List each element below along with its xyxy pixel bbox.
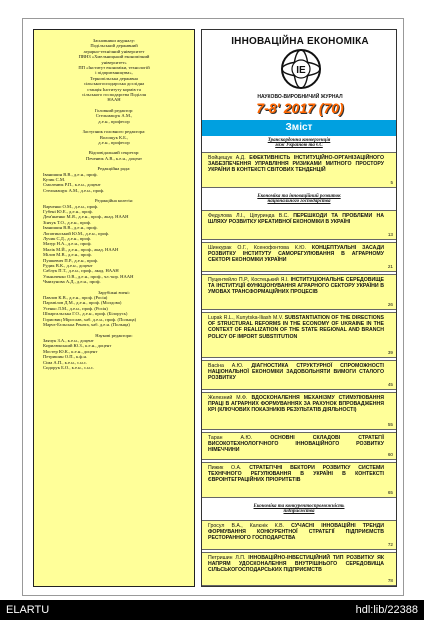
contents-entry[interactable]	[202, 392, 396, 430]
secretary	[37, 156, 191, 161]
text-line: НААН	[107, 97, 121, 103]
entry-page-number: 39	[387, 349, 393, 355]
contents-entry[interactable]	[202, 152, 396, 188]
chief-editor	[37, 113, 191, 124]
text-line: ПП «Інститут економіки, технологій	[78, 65, 150, 71]
text-line: Малік М.Й., д.е.н., проф., акад. НААН	[43, 246, 119, 252]
contents-entry[interactable]	[202, 210, 396, 240]
logo-text: IE	[296, 65, 306, 76]
section-heading-3: Економіка та конкурентоспроможність підприємства	[202, 504, 396, 514]
text-line: Мазур Н.А., д.е.н., проф.	[43, 241, 92, 247]
science-editors-list	[37, 338, 191, 370]
footer-source-label: ELARTU	[6, 604, 50, 616]
entry-title: СУЧАСНІ ІННОВАЦІЙНІ ТРЕНДИ ФОРМУВАННЯ КОНКУРЕНТНОЇ СТРАТЕГІЇ ПІДПРИЄМСТВ РЕСТОРАННОГО ГОСПОДАРСТВА	[208, 523, 384, 542]
entry-authors: Петришин Л.П.	[208, 555, 249, 561]
text-line: Лучик С.Д., д.е.н., проф.	[43, 236, 91, 241]
text-line: університет»	[101, 59, 127, 65]
text-line: Дем'яненко М.Я., д.е.н., проф., акад. НААН	[43, 214, 129, 220]
scanned-document	[22, 18, 404, 596]
contents-entry[interactable]	[202, 274, 396, 310]
deputy-editor	[37, 135, 191, 146]
text-line: Павлов К.В., д.е.н., проф. (Росія)	[43, 295, 108, 301]
text-line: ПВНЗ «Хмельницький економічний	[78, 54, 150, 60]
text-line: Заячук З.А., к.е.н., доцент	[43, 337, 94, 343]
board-list	[37, 204, 191, 285]
council-heading: Редакційна рада:	[97, 166, 131, 172]
text-line: Варченко О.М., д.е.н., проф.	[43, 203, 99, 209]
text-line: Мостер Ю.К., к.е.н., доцент	[43, 348, 98, 354]
contents-entry[interactable]	[202, 520, 396, 550]
journal-title: ІННОВАЦІЙНА ЕКОНОМІКА	[231, 36, 369, 47]
science-editors-heading: Наукові редактори:	[95, 332, 133, 338]
entry-authors: Пуцентейло П.Р., Костецький Я.І.	[208, 277, 291, 283]
text-line: Волощук К.Б.,	[99, 134, 129, 140]
entry-title: ДІАГНОСТИКА СТРУКТУРНОЇ СПРОМОЖНОСТІ НАЦІОНАЛЬНОЇ ЕКОНОМІКИ ЗАДОВОЛЬНЯТИ ВИМОГИ СТАЛОГО РОЗВИТКУ	[208, 363, 384, 382]
entry-page-number: 78	[387, 577, 393, 583]
entry-authors: Федулова Л.І., Ціпуринда В.С.	[208, 213, 294, 219]
footer-bar	[0, 600, 424, 620]
entry-authors: Шинкурак О.Г., Ксенофонтова К.Ю.	[208, 245, 312, 251]
text-line: Петришин О.П., к.ф.н.	[43, 354, 88, 360]
contents-entry[interactable]	[202, 242, 396, 272]
text-line: Іванишин В.В., д.е.н., проф.	[43, 171, 98, 177]
entry-authors: Войцещук А.Д.	[208, 155, 250, 161]
text-line: Пархвілов Д.М., д.е.н., проф. (Молдова)	[43, 300, 122, 306]
entry-page-number: 55	[387, 421, 393, 427]
text-line: д.е.н., професор	[98, 118, 130, 124]
founders-list	[37, 43, 191, 102]
entry-title: ОСНОВНІ СКЛАДОВІ СТРАТЕГІЇ ВИСОКОТЕХНОЛОГІЧНОГО ІННОВАЦІЙНОГО РОЗВИТКУ НІМЕЧЧИНИ	[208, 435, 384, 454]
contents-entry[interactable]	[202, 552, 396, 586]
section-heading-1: Транскордонна конвергенція між Україною та ЄС	[202, 138, 396, 148]
footer-handle-link[interactable]: hdl:lib/22388	[355, 604, 418, 616]
foreign-list	[37, 295, 191, 327]
text-line: Кузик С.М.	[43, 176, 66, 182]
entry-page-number: 72	[387, 541, 393, 547]
council-list	[37, 172, 191, 194]
foreign-heading: Зарубіжні вчені:	[98, 289, 130, 295]
text-line: аграрно-технічний університет	[83, 48, 145, 54]
text-line: Кирилюкський Ю.З., к.е.н., доцент	[43, 343, 112, 349]
entry-page-number: 21	[387, 263, 393, 269]
text-line: Шпаргальська Г.О., д.е.н., проф. (Білорусь)	[43, 311, 128, 317]
issue-number: 7-8' 2017 (70)	[256, 100, 344, 116]
text-line: Тернопільська державна	[90, 75, 138, 81]
entry-authors: Васіна А.Ю.	[208, 363, 252, 369]
contents-heading: Зміст	[202, 120, 396, 136]
text-line: станція Інституту кормів та	[87, 86, 141, 92]
entry-page-number: 26	[387, 301, 393, 307]
text-line: Печенюк А.В., к.е.н., доцент	[86, 155, 142, 161]
text-line: сільського господарства Поділля	[82, 92, 146, 98]
text-line: Рудик В.К., д.е.н., доцент	[43, 263, 93, 269]
text-line: Ульянченко О.В., д.е.н., проф., чл.-кор. НААН	[43, 273, 134, 279]
section-heading-2: Економіка та інноваційний розвиток національного господарства	[202, 194, 396, 204]
text-line: Мілов М.В., д.е.н., проф.	[43, 252, 92, 258]
entry-title: ІНСТИТУЦІОНАЛЬНЕ СЕРЕДОВИЩЕ ТА ІНСТИТУЦІЇ ФУНКЦІОНУВАННЯ АГРАРНОГО СЕКТОРУ УКРАЇНИ В УМОВАХ ТРАНСФОРМАЦІЙНИХ ПРОЦЕСІВ	[208, 277, 384, 296]
entry-page-number: 13	[387, 231, 393, 237]
journal-subtitle: НАУКОВО-ВИРОБНИЧИЙ ЖУРНАЛ	[257, 94, 343, 100]
deputy-editor-heading: Заступник головного редактора:	[82, 129, 146, 135]
text-line: Іванишин В.В., д.е.н., проф.	[43, 225, 98, 231]
editorial-board-column	[33, 29, 195, 587]
entry-title: СТРАТЕГІЧНІ ВЕКТОРИ РОЗВИТКУ СИСТЕМИ ТЕХНІЧНОГО РЕГУЛЮВАННЯ В УКРАЇНІ В КОНТЕКСТІ ЄВРОІНТЕГРАЦІЙНИХ ПРІОРИТЕТІВ	[208, 465, 384, 484]
text-line: Саблук П.Т., д.е.н., проф., акад. НААН	[43, 268, 119, 274]
text-line: сільськогосподарська дослідна	[83, 81, 145, 87]
entry-authors: Lupak R.L., Kunytska-Iliash M.V.	[208, 315, 285, 321]
text-line: Сидорук Б.О., к.е.н., с.н.с.	[43, 364, 95, 370]
contents-entry[interactable]	[202, 360, 396, 390]
text-line: і підприємництва»,	[95, 70, 133, 76]
contents-entry[interactable]	[202, 312, 396, 358]
entry-title: ПЕРЕШКОДИ ТА ПРОБЛЕМИ НА ШЛЯХУ РОЗВИТКУ КРЕАТИВНОЇ ЕКОНОМІКИ В УКРАЇНІ	[208, 213, 384, 226]
text-line: д.е.н., професор	[98, 139, 130, 145]
secretary-heading: Відповідальний секретар:	[88, 150, 140, 156]
entry-authors: Гросул В.А., Калєнік К.В.	[208, 523, 292, 529]
entry-title: ВДОСКОНАЛЕННЯ МЕХАНІЗМУ СТИМУЛЮВАННЯ ПРАЦІ В АГРАРНИХ ФОРМУВАННЯХ ЗА РАХУНОК ВПРОВАДЖЕННЯ КРІ (КЛЮЧОВИХ ПОКАЗНИКІВ РЕЗУЛЬТАТІВ ДІЯЛЬНОСТІ)	[208, 395, 384, 414]
board-heading: Редакційна колегія:	[94, 198, 134, 204]
text-line: Лопатинський Ю.М., д.е.н., проф.	[43, 230, 110, 236]
text-line: Стельмащук А.М.,	[95, 113, 133, 119]
entry-title: ІННОВАЦІЙНО-ІНВЕСТИЦІЙНИЙ ТИП РОЗВИТКУ ЯК НАПРЯМ УДОСКОНАЛЕННЯ ВНУТРІШНЬОГО СЕРЕДОВИЩА СІЛЬСЬКОГОСПОДАРСЬКИХ ПІДПРИЄМСТВ	[208, 555, 384, 574]
text-line: Сіма А.П., к.е.н., с.н.с.	[43, 359, 88, 365]
text-line: Смоленюк Р.П., к.е.н., доцент	[43, 182, 101, 188]
contents-entry[interactable]	[202, 462, 396, 498]
chief-editor-heading: Головний редактор:	[94, 107, 134, 113]
text-line: Гориовиц Мірослав, хаб. д.е.н., проф. (Польща)	[43, 316, 137, 322]
text-line: Стельмащук А.М., д.е.н., проф.	[43, 187, 105, 193]
entry-page-number: 45	[387, 381, 393, 387]
entry-title: КОНЦЕПТУАЛЬНІ ЗАСАДИ РОЗВИТКУ ІНСТИТУТУ САМОРЕГУЛЮВАННЯ В АГРАРНОМУ СЕКТОРІ ЕКОНОМІКИ УКРАЇНИ	[208, 245, 384, 264]
entry-page-number: 5	[390, 179, 393, 185]
text-line: Усенко Л.М., д.е.н., проф. (Росія)	[43, 305, 108, 311]
text-line: Губені Ю.Е., д.е.н., проф.	[43, 208, 93, 214]
text-line: Пушкевич П.Р., д.е.н., проф.	[43, 257, 99, 263]
entry-authors: Таран А.Ю.	[208, 435, 271, 441]
entry-page-number: 60	[387, 451, 393, 457]
entry-authors: Пижик О.А.	[208, 465, 250, 471]
text-line: Подільський державний	[90, 43, 138, 49]
text-line: Зінчук Т.О., д.е.н., проф.	[43, 219, 92, 225]
entry-page-number: 65	[387, 489, 393, 495]
contents-column	[201, 29, 397, 587]
journal-logo-icon	[280, 48, 322, 90]
entry-title: ЕФЕКТИВНІСТЬ ІНСТИТУЦІЙНО-ОРГАНІЗАЦІЙНОГО ЗАБЕЗПЕЧЕННЯ УПРАВЛІННЯ РИЗИКАМИ МИТНОГО ПРОСТОРУ УКРАЇНИ В КОНТЕКСТІ СВІТОВИХ ТЕНДЕНЦІЙ	[208, 155, 384, 174]
entry-authors: Железний М.Ф.	[208, 395, 252, 401]
text-line: Марчє-Бєльська Рената, хаб. д.е.н. (Польща)	[43, 322, 130, 328]
founders-heading: Засновники журналу:	[92, 38, 136, 43]
contents-entry[interactable]	[202, 432, 396, 460]
contents-list	[202, 136, 396, 587]
entry-title: SUBSTANTIATION OF THE DIRECTIONS OF STRUCTURAL REFORMS IN THE ECONOMY OF UKRAINE IN THE CONTEXT OF REALIZATION OF THE STATE REGIONAL AND BRANCH POLICY OF IMPORT SUBSTITUTION	[208, 315, 385, 340]
text-line: Чмихунова А.Д., д.е.н., проф.	[43, 279, 101, 285]
